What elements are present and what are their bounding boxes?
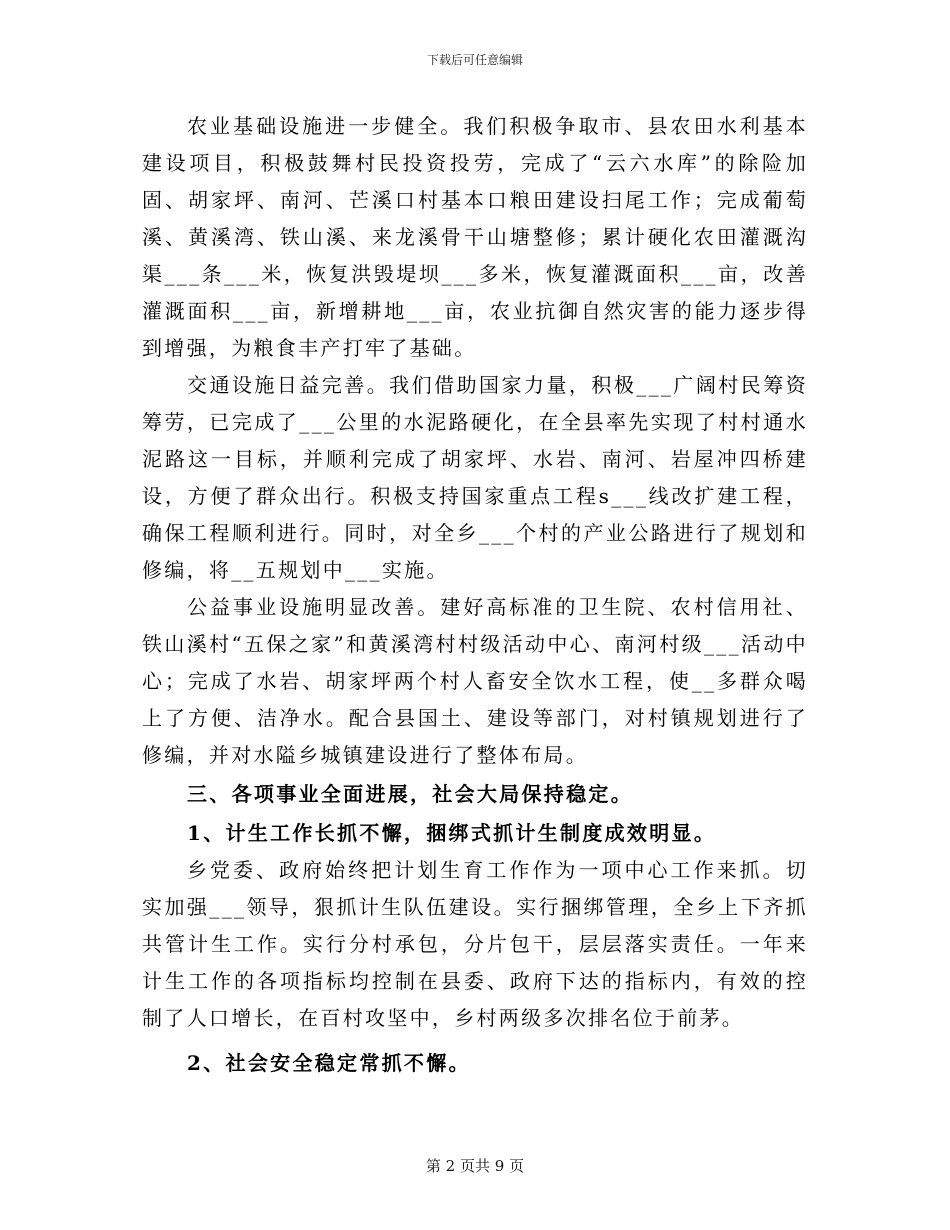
subsection-heading-family-planning: 1、计生工作长抓不懈，捆绑式抓计生制度成效明显。 xyxy=(187,821,717,845)
document-body xyxy=(142,108,808,1082)
paragraph-transport: 交通设施日益完善。我们借助国家力量，积极___广阔村民筹资筹劳，已完成了___公里的水泥路硬化，在全县率先实现了村村通水泥路这一目标，并顺利完成了胡家坪、水岩、南河、岩屋冲四桥建设，方便了群众出行。积极支持国家重点工程s___线改扩建工程，确保工程顺利进行。同时，对全乡___个村的产业公路进行了规划和修编，将__五规划中___实施。 xyxy=(142,373,808,582)
subsection-heading-social-security: 2、社会安全稳定常抓不懈。 xyxy=(187,1051,471,1075)
page-footer: 第 2 页共 9 页 xyxy=(425,1157,525,1175)
paragraph-agriculture: 农业基础设施进一步健全。我们积极争取市、县农田水利基本建设项目，积极鼓舞村民投资投劳，完成了“云六水库”的除险加固、胡家坪、南河、芒溪口村基本口粮田建设扫尾工作；完成葡萄溪、黄溪湾、铁山溪、来龙溪骨干山塘整修；累计硬化农田灌溉沟渠___条___米，恢复洪毁堤坝___多米，恢复灌溉面积___亩，改善灌溉面积___亩，新增耕地___亩，农业抗御自然灾害的能力逐步得到增强，为粮食丰产打牢了基础。 xyxy=(142,114,808,360)
paragraph-public-welfare: 公益事业设施明显改善。建好高标准的卫生院、农村信用社、铁山溪村“五保之家”和黄溪湾村村级活动中心、南河村级___活动中心；完成了水岩、胡家坪两个村人畜安全饮水工程，使__多群众喝上了方便、洁净水。配合县国土、建设等部门，对村镇规划进行了修编，并对水隘乡城镇建设进行了整体布局。 xyxy=(142,595,808,767)
paragraph-family-planning: 乡党委、政府始终把计划生育工作作为一项中心工作来抓。切实加强___领导，狠抓计生队伍建设。实行捆绑管理，全乡上下齐抓共管计生工作。实行分村承包，分片包干，层层落实责任。一年来计生工作的各项指标均控制在县委、政府下达的指标内，有效的控制了人口增长，在百村攻坚中，乡村两级多次排名位于前茅。 xyxy=(142,858,808,1030)
page-header: 下载后可任意编辑 xyxy=(426,53,523,67)
section-heading-three: 三、各项事业全面进展，社会大局保持稳定。 xyxy=(187,782,633,806)
